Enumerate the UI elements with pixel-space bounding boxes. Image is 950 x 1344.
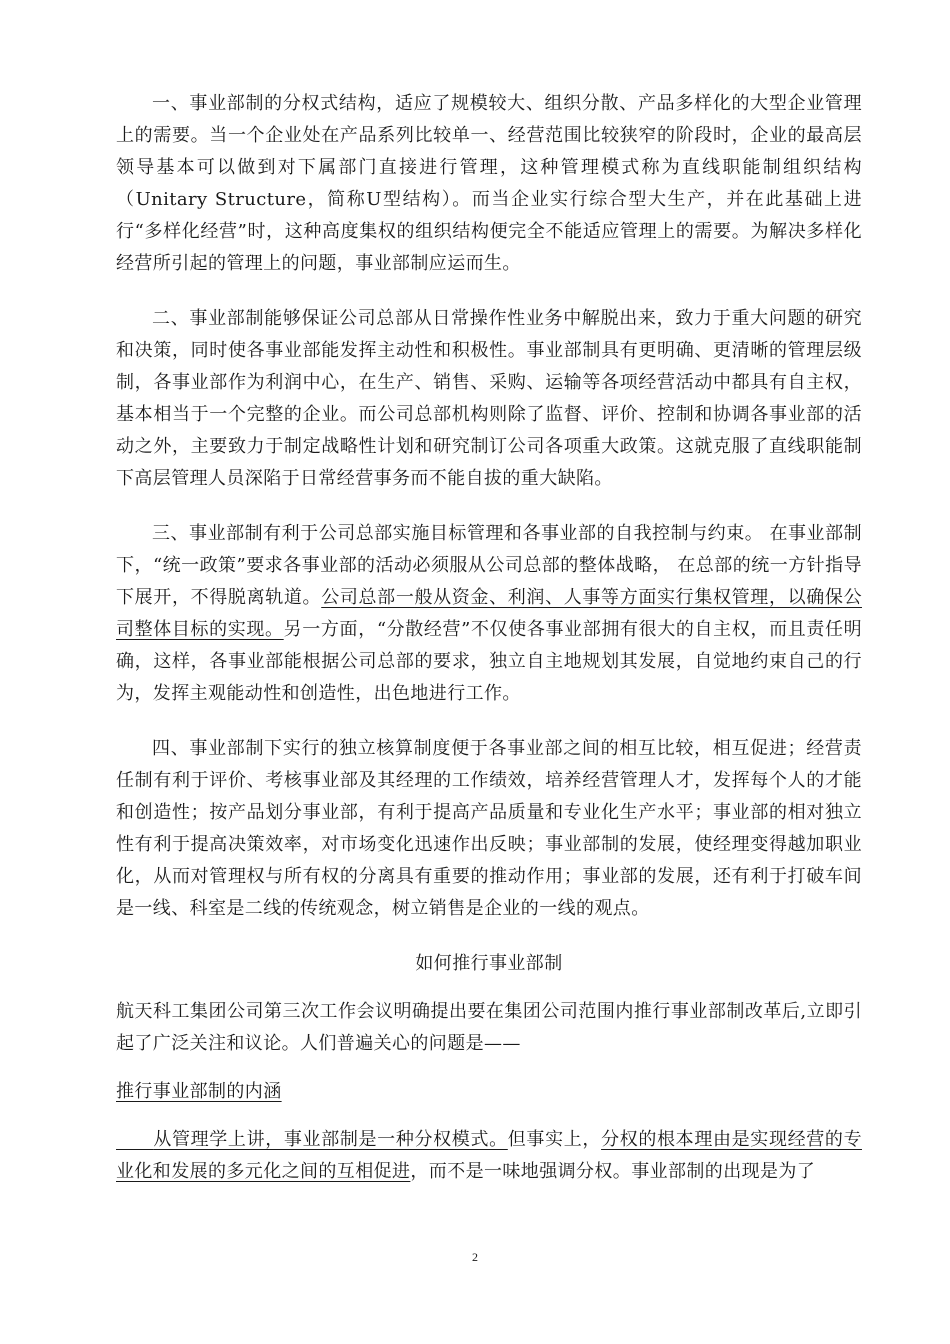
page-number: 2: [472, 1250, 478, 1264]
subheading-text: 推行事业部制的内涵: [116, 1081, 282, 1102]
paragraph-3-underlined-text: 公司总部一般从资金、利润、人事等方面实行集权管理，以确保公司整体目标的实现。: [116, 587, 862, 640]
intro-paragraph: 航天科工集团公司第三次工作会议明确提出要在集团公司范围内推行事业部制改革后,立即引起了广泛关注和议论。人们普遍关心的问题是——: [116, 1001, 862, 1054]
document-page: [116, 88, 862, 1188]
last-underlined-1: [116, 1129, 508, 1150]
last-underlined-2: 分权的根本理由是实现经营的专业化和发展的多元化之间的互相促进: [116, 1129, 862, 1182]
paragraph-2: 二、事业部制能够保证公司总部从日常操作性业务中解脱出来，致力于重大问题的研究和决策，同时使各事业部能发挥主动性和积极性。事业部制具有更明确、更清晰的管理层级制，各事业部作为利润中心，在生产、销售、采购、运输等各项经营活动中都具有自主权，基本相当于一个完整的企业。而公司总部机构则除了监督、评价、控制和协调各事业部的活动之外，主要致力于制定战略性计划和研究制订公司各项重大政策。这就克服了直线职能制下高层管理人员深陷于日常经营事务而不能自拔的重大缺陷。: [116, 308, 862, 489]
paragraph-3: [116, 518, 862, 710]
paragraph-4: 四、事业部制下实行的独立核算制度便于各事业部之间的相互比较，相互促进；经营责任制有利于评价、考核事业部及其经理的工作绩效，培养经营管理人才，发挥每个人的才能和创造性；按产品划分事业部，有利于提高产品质量和专业化生产水平；事业部的相对独立性有利于提高决策效率，对市场变化迅速作出反映；事业部制的发展，使经理变得越加职业化，从而对管理权与所有权的分离具有重要的推动作用；事业部的发展，还有利于打破车间是一线、科室是二线的传统观念，树立销售是企业的一线的观点。: [116, 738, 862, 919]
section-title: 如何推行事业部制: [415, 953, 563, 974]
paragraph-1: 一、事业部制的分权式结构，适应了规模较大、组织分散、产品多样化的大型企业管理上的需要。当一个企业处在产品系列比较单一、经营范围比较狭窄的阶段时，企业的最高层领导基本可以做到对下属部门直接进行管理，这种管理模式称为直线职能制组织结构（Unitary Structure，简称U型结构）。而当企业实行综合型大生产，并在此基础上进行“多样化经营”时，这种高度集权的组织结构便完全不能适应管理上的需要。为解决多样化经营所引起的管理上的问题，事业部制应运而生。: [116, 93, 862, 274]
last-text-1: 但事实上，: [507, 1129, 602, 1150]
last-underlined-1-text: 从管理学上讲，事业部制是一种分权模式。: [153, 1129, 508, 1150]
paragraph-3-text-after: 另一方面，“分散经营”不仅使各事业部拥有很大的自主权，而且责任明确，这样，各事业部能根据公司总部的要求，独立自主地规划其发展，自觉地约束自己的行为，发挥主观能动性和创造性，出色地进行工作。: [116, 619, 862, 704]
paragraph-3-text-before: 三、事业部制有利于公司总部实施目标管理和各事业部的自我控制与约束。 在事业部制下，“统一政策”要求各事业部的活动必须服从公司总部的整体战略， 在总部的统一方针指导下展开，不得脱离轨道。: [116, 523, 862, 608]
paragraph-last: [116, 1124, 862, 1188]
subheading: [116, 1076, 862, 1108]
last-text-2: ，而不是一味地强调分权。事业部制的出现是为了: [410, 1161, 816, 1182]
